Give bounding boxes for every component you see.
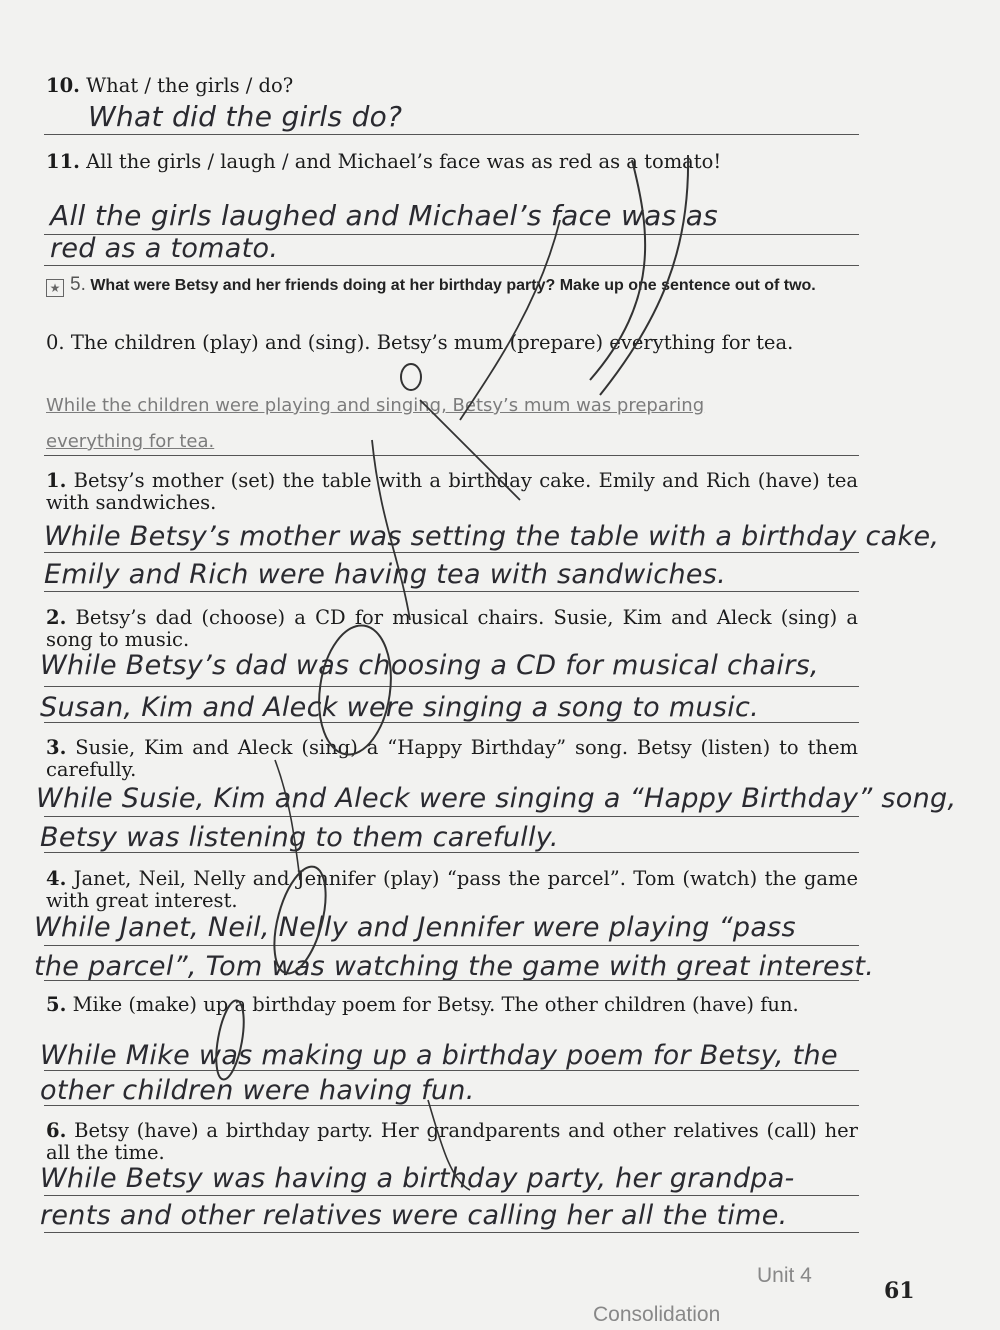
question-11-text: All the girls / laugh / and Michael’s face was as red as a tomato! [86, 150, 722, 173]
question-1-text: Betsy’s mother (set) the table with a birthday cake. Emily and Rich (have) tea with sandwiches. [46, 469, 858, 514]
answer-3-line-2: Betsy was listening to them carefully. [40, 822, 559, 853]
question-2: 2. Betsy’s dad (choose) a CD for musical chairs. Susie, Kim and Aleck (sing) a song to music. [46, 606, 858, 651]
answer-4-line-2: the parcel”, Tom was watching the game with great interest. [34, 951, 875, 982]
answer-6-line-1: While Betsy was having a birthday party, her grandpa- [40, 1163, 795, 1194]
star-icon: ★ [46, 279, 64, 297]
question-10-text: What / the girls / do? [86, 74, 294, 97]
answer-6-line-2: rents and other relatives were calling her all the time. [40, 1200, 788, 1231]
answer-10: What did the girls do? [88, 100, 403, 133]
check-mark-stroke [460, 220, 560, 420]
question-6: 6. Betsy (have) a birthday party. Her grandparents and other relatives (call) her all the time. [46, 1119, 858, 1164]
answer-4-line-1: While Janet, Neil, Nelly and Jennifer were playing “pass [34, 912, 796, 943]
question-3: 3. Susie, Kim and Aleck (sing) a “Happy Birthday” song. Betsy (listen) to them carefully. [46, 736, 858, 781]
check-mark-stroke [275, 760, 300, 880]
footer-unit-label: Unit 4 [757, 1264, 812, 1287]
sample-answer-line-2: everything for tea. [46, 431, 215, 452]
circle-mark [311, 621, 398, 759]
check-mark-stroke [600, 155, 688, 395]
circle-mark [401, 364, 421, 390]
circle-mark [211, 999, 249, 1082]
question-5-text: Mike (make) up a birthday poem for Betsy. The other children (have) fun. [72, 993, 799, 1016]
footer-section-label: Consolidation [593, 1303, 721, 1326]
question-1: 1. Betsy’s mother (set) the table with a birthday cake. Emily and Rich (have) tea with sandwiches. [46, 469, 858, 514]
task-5-text: What were Betsy and her friends doing at her birthday party? Make up one sentence out of two. [90, 277, 816, 294]
question-5: 5. Mike (make) up a birthday poem for Betsy. The other children (have) fun. [46, 993, 799, 1016]
check-mark-stroke [428, 1100, 470, 1190]
sample-answer-line-1: While the children were playing and singing, Betsy’s mum was preparing [46, 395, 705, 416]
answer-1-line-1: While Betsy’s mother was setting the table with a birthday cake, [44, 521, 940, 552]
question-2-text: Betsy’s dad (choose) a CD for musical chairs. Susie, Kim and Aleck (sing) a song to music. [46, 606, 858, 651]
check-mark-stroke [420, 400, 520, 500]
task-5-instruction: ★ 5. What were Betsy and her friends doing at her birthday party? Make up one sentence out of two. [46, 274, 858, 297]
question-3-text: Susie, Kim and Aleck (sing) a “Happy Birthday” song. Betsy (listen) to them carefully. [46, 736, 858, 781]
answer-11-line-2: red as a tomato. [50, 233, 279, 264]
question-0: 0. The children (play) and (sing). Betsy’s mum (prepare) everything for tea. [46, 331, 794, 354]
answer-11-line-1: All the girls laughed and Michael’s face was as [50, 199, 719, 232]
question-4-text: Janet, Neil, Nelly and Jennifer (play) “pass the parcel”. Tom (watch) the game with great interest. [46, 867, 859, 912]
check-mark-stroke [590, 160, 645, 380]
answer-2-line-1: While Betsy’s dad was choosing a CD for musical chairs, [40, 650, 819, 681]
page-number: 61 [884, 1278, 915, 1304]
question-6-text: Betsy (have) a birthday party. Her grandparents and other relatives (call) her all the time. [46, 1119, 858, 1164]
question-0-text: The children (play) and (sing). Betsy’s mum (prepare) everything for tea. [70, 331, 794, 354]
answer-2-line-2: Susan, Kim and Aleck were singing a song to music. [40, 692, 760, 723]
question-11: 11. All the girls / laugh / and Michael’s face was as red as a tomato! [46, 150, 722, 173]
check-mark-stroke [372, 440, 410, 620]
question-10: 10. What / the girls / do? [46, 74, 294, 97]
answer-5-line-2: other children were having fun. [40, 1075, 475, 1106]
answer-3-line-1: While Susie, Kim and Aleck were singing a “Happy Birthday” song, [36, 783, 957, 814]
question-4: 4. Janet, Neil, Nelly and Jennifer (play) “pass the parcel”. Tom (watch) the game with great interest. [46, 867, 859, 912]
answer-5-line-1: While Mike was making up a birthday poem for Betsy, the [40, 1040, 838, 1071]
answer-1-line-2: Emily and Rich were having tea with sandwiches. [44, 559, 727, 590]
